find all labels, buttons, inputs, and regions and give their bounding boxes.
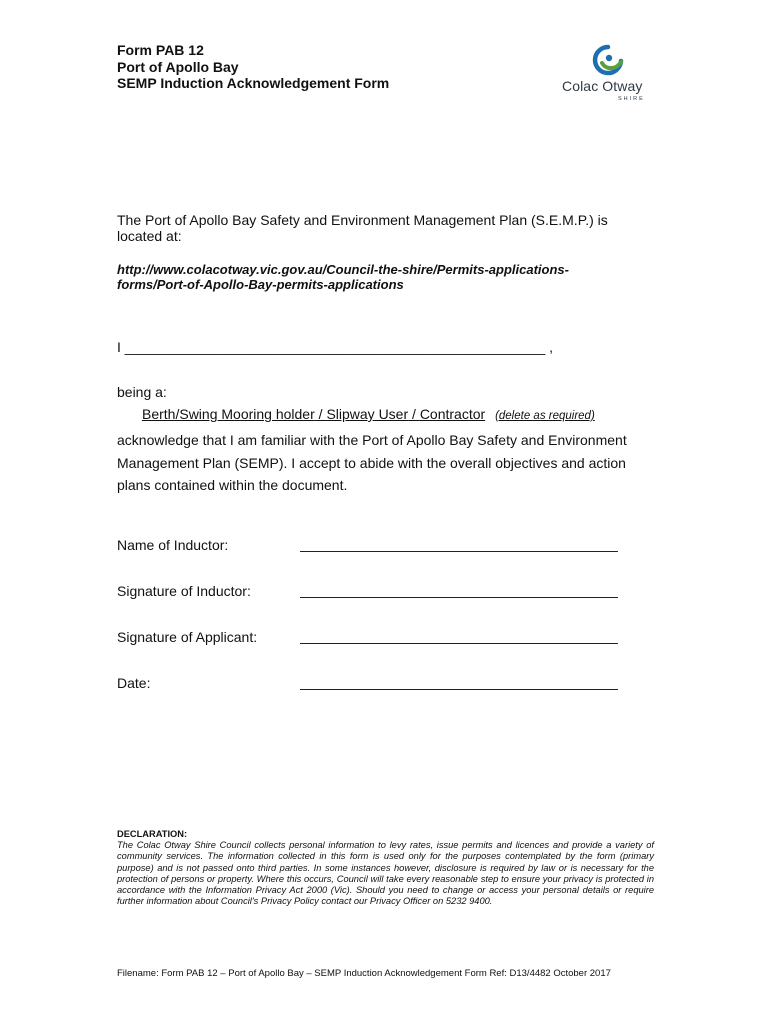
being-a-label: being a: bbox=[117, 384, 167, 400]
port-name: Port of Apollo Bay bbox=[117, 58, 239, 75]
inductor-signature-field[interactable] bbox=[300, 597, 618, 598]
swirl-logo-icon bbox=[592, 44, 626, 78]
applicant-signature-field[interactable] bbox=[300, 643, 618, 644]
inductor-name-label: Name of Inductor: bbox=[117, 537, 229, 553]
declaration-body: The Colac Otway Shire Council collects personal information to levy rates, issue permits and licences and provide a variety of community services. The information collected in this form is used only for the purposes contemplated by the form (primary purpose) and is not passed onto third parties. In some instances however, disclosure is required by law or is necessary for the protection of persons or property. Where this occurs, Council will take every reasonable step to ensure your privacy is protected in accordance with the Information Privacy Act 2000 (Vic). Should you need to change or access your personal details or require further information about Council's Privacy Policy contact our Privacy Officer on 5232 9400. bbox=[117, 840, 654, 907]
council-logo bbox=[560, 44, 660, 106]
role-options bbox=[142, 406, 595, 422]
logo-name: Colac Otway bbox=[562, 78, 643, 94]
inductor-name-field[interactable] bbox=[300, 551, 618, 552]
semp-url[interactable]: http://www.colacotway.vic.gov.au/Council-the-shire/Permits-applications-forms/Port-of-Apollo-Bay-permits-applications bbox=[117, 262, 569, 292]
intro-text: The Port of Apollo Bay Safety and Environment Management Plan (S.E.M.P.) is located at: bbox=[117, 212, 608, 244]
declaration bbox=[117, 829, 654, 907]
logo-subtitle: SHIRE bbox=[618, 96, 645, 102]
applicant-signature-label: Signature of Applicant: bbox=[117, 629, 258, 645]
role-separator: / bbox=[314, 406, 327, 422]
acknowledgement-text: acknowledge that I am familiar with the Port of Apollo Bay Safety and Environment Management Plan (SEMP). I accept to abide with the overall objectives and action plans contained within the document. bbox=[117, 432, 627, 493]
role-mooring-holder: Berth/Swing Mooring holder bbox=[142, 406, 315, 422]
footer-filename: Filename: Form PAB 12 – Port of Apollo Bay – SEMP Induction Acknowledgement Form Ref: D13/4482 October 2017 bbox=[117, 968, 611, 979]
role-separator: / bbox=[408, 406, 420, 422]
role-slipway-user: Slipway User bbox=[326, 406, 409, 422]
role-contractor: Contractor bbox=[419, 406, 486, 422]
date-field[interactable] bbox=[300, 689, 618, 690]
date-label: Date: bbox=[117, 675, 151, 691]
declaration-title: DECLARATION: bbox=[117, 829, 188, 839]
form-number: Form PAB 12 bbox=[117, 42, 204, 58]
inductor-signature-label: Signature of Inductor: bbox=[117, 583, 251, 599]
name-line: I ______________________________________________________ , bbox=[117, 339, 554, 355]
form-header bbox=[117, 42, 389, 92]
form-title: SEMP Induction Acknowledgement Form bbox=[117, 75, 390, 91]
delete-note: (delete as required) bbox=[495, 410, 595, 422]
